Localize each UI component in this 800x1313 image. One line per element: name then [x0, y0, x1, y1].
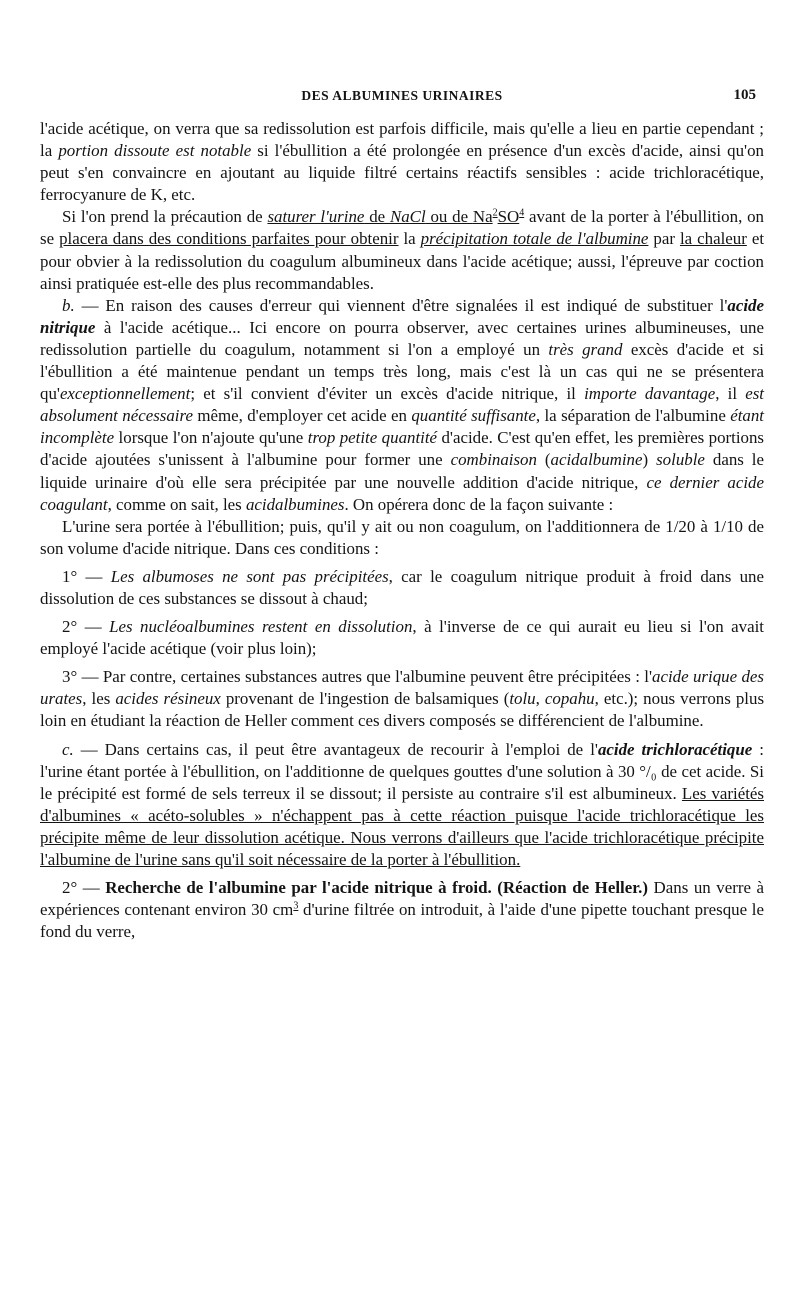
- text-run: soluble: [656, 450, 705, 470]
- text-run: exceptionnellement: [59, 384, 191, 404]
- text-run: 2° —: [62, 617, 110, 637]
- text-run: copahu: [544, 689, 595, 709]
- text-run: , à l'inverse de ce qui aurait eu lieu si l'on avait employé l'acide acétique (voir plus loin);: [40, 617, 764, 659]
- page-number: 105: [733, 87, 756, 103]
- text-run: : l'urine étant portée à l'ébullition, on l'additionne de quelques gouttes d'une solution à 30 °/₀ de cet acide. Si le précipité est formé de sels terreux il se dissout; il persiste au contraire s'il est albumineux.: [40, 739, 764, 803]
- text-run: 2: [492, 207, 498, 219]
- text-run: ,: [535, 689, 545, 709]
- text-run: acides résineux: [115, 689, 221, 709]
- text-run: , la séparation de l'albumine: [535, 406, 731, 426]
- text-run: SO: [497, 207, 520, 227]
- text-run: ce dernier acide coagulant: [40, 472, 764, 514]
- text-run: de: [364, 207, 390, 227]
- text-run: acide trichloracétique: [597, 739, 753, 759]
- text-run: acide urique des urates: [40, 667, 764, 709]
- text-run: ou de: [425, 207, 473, 227]
- text-run: — Dans certains cas, il peut être avantageux de recourir à l'emploi de l': [73, 739, 598, 759]
- text-run: acidalbumines: [245, 494, 345, 514]
- text-run: par: [648, 229, 680, 249]
- text-run: , car le coagulum nitrique produit à froid dans une dissolution de ces substances se dissout à chaud;: [40, 566, 764, 608]
- text-run: tolu: [509, 689, 536, 709]
- paragraph-p7: [40, 666, 764, 732]
- paragraph-p6: [40, 616, 764, 660]
- text-run: c.: [62, 739, 74, 759]
- text-run: combinaison: [450, 450, 537, 470]
- text-run: ; et s'il convient d'éviter un excès d'acide nitrique, il: [190, 384, 585, 404]
- text-run: Na: [472, 207, 493, 227]
- text-run: Si l'on prend la précaution de: [62, 207, 268, 227]
- text-run: Recherche de l'albumine par l'acide nitrique à froid. (Réaction de Heller.): [105, 878, 648, 898]
- text-run: , il: [715, 384, 746, 404]
- text-run: 4: [519, 207, 525, 219]
- text-run: acidalbumine: [550, 450, 643, 470]
- text-run: Les variétés d'albumines « acéto-solubles » n'échappent pas à cette réaction puisque l'acide trichloracétique les précipite même de leur dissolution acétique. Nous verrons d'ailleurs que l'acide trichloracétique précipite l'albumine de l'urine sans qu'il soit nécessaire de la porter à l'ébullition.: [40, 783, 764, 869]
- text-run: 1° —: [62, 566, 111, 586]
- text-run: provenant de l'ingestion de balsamiques (: [220, 689, 510, 709]
- text-run: la: [398, 229, 421, 249]
- text-run: , les: [82, 689, 116, 709]
- text-run: étant incomplète: [40, 406, 764, 448]
- text-run: d'urine filtrée on introduit, à l'aide d'une pipette touchant presque le fond du verre,: [40, 900, 764, 942]
- text-run: très grand: [548, 339, 623, 359]
- paragraph-p5: [40, 566, 764, 610]
- text-run: , comme on sait, les: [107, 494, 246, 514]
- text-run: ): [642, 450, 657, 470]
- paragraph-p4: [40, 516, 764, 560]
- text-run: NaCl: [389, 207, 426, 227]
- text-run: dans le liquide urinaire d'où elle sera précipitée par une nouvelle addition d'acide nitrique,: [40, 450, 764, 492]
- text-run: avant de la porter à l'ébullition, on se: [40, 207, 764, 249]
- running-title: DES ALBUMINES URINAIRES: [301, 88, 503, 103]
- text-run: quantité suffisante: [411, 406, 536, 426]
- text-run: est absolument nécessaire: [40, 384, 764, 426]
- text-run: portion dissoute est notable: [58, 141, 252, 161]
- paragraph-p9: [40, 877, 764, 943]
- text-run: trop petite quantité: [307, 428, 438, 448]
- text-run: Les nucléoalbumines restent en dissolution: [109, 617, 413, 637]
- text-run: si l'ébullition a été prolongée en présence d'un excès d'acide, ainsi qu'on peut s'en convaincre en ajoutant au liquide filtré certains réactifs sensibles : acide trichloracétique, ferrocyanure de K, etc.: [40, 141, 764, 205]
- text-run: Les albumoses ne sont pas précipitées: [110, 566, 389, 586]
- text-run: acide nitrique: [40, 295, 764, 337]
- paragraph-p3: [40, 295, 764, 516]
- text-run: d'acide. C'est qu'en effet, les premières portions d'acide ajoutées s'unissent à l'albumine pour former une: [40, 428, 764, 470]
- text-run: lorsque l'on n'ajoute qu'une: [114, 428, 308, 448]
- text-run: Dans un verre à expériences contenant environ 30 cm: [40, 878, 764, 920]
- text-run: L'urine sera portée à l'ébullition; puis, qu'il y ait ou non coagulum, on l'additionnera de 1/20 à 1/10 de son volume d'acide nitrique. Dans ces conditions :: [40, 516, 764, 558]
- text-run: , etc.); nous verrons plus loin en étudiant la réaction de Heller comment ces divers composés se différencient de l'albumine.: [40, 689, 765, 731]
- text-run: . On opérera donc de la façon suivante :: [344, 494, 614, 514]
- paragraph-p1: [40, 118, 764, 206]
- text-run: 3: [293, 900, 299, 912]
- text-run: (: [536, 450, 551, 470]
- paragraph-p8: [40, 739, 764, 872]
- text-run: l'acide acétique, on verra que sa redissolution est parfois difficile, mais qu'elle a lieu en partie cependant ; la: [40, 119, 764, 161]
- paragraph-p2: [40, 206, 764, 294]
- text-run: à l'acide acétique... Ici encore on pourra observer, avec certaines urines albumineuses, une redissolution partielle du coagulum, notamment si l'on a employé un: [40, 317, 764, 359]
- text-run: importe davantage: [584, 384, 716, 404]
- body-text: [40, 118, 764, 943]
- text-run: même, d'employer cet acide en: [192, 406, 412, 426]
- page-header: [40, 88, 764, 112]
- text-run: b.: [62, 295, 75, 315]
- text-run: précipitation totale de l'albumine: [420, 229, 649, 249]
- text-run: 2° —: [62, 878, 106, 898]
- text-run: la chaleur: [679, 229, 747, 249]
- text-run: et pour obvier à la redissolution du coagulum albumineux dans l'acide acétique; aussi, l'épreuve par coction ainsi pratiquée est-elle des plus recommandables.: [40, 229, 765, 293]
- text-run: excès d'acide et si l'ébullition a été maintenue pendant un temps très long, mais c'est là un cas qui ne se présentera qu': [40, 339, 764, 404]
- text-run: placera dans des conditions parfaites pour obtenir: [59, 229, 399, 249]
- text-run: 3° — Par contre, certaines substances autres que l'albumine peuvent être précipitées : l': [62, 667, 653, 687]
- text-run: saturer l'urine: [267, 207, 365, 227]
- text-run: — En raison des causes d'erreur qui viennent d'être signalées il est indiqué de substituer l': [74, 295, 728, 315]
